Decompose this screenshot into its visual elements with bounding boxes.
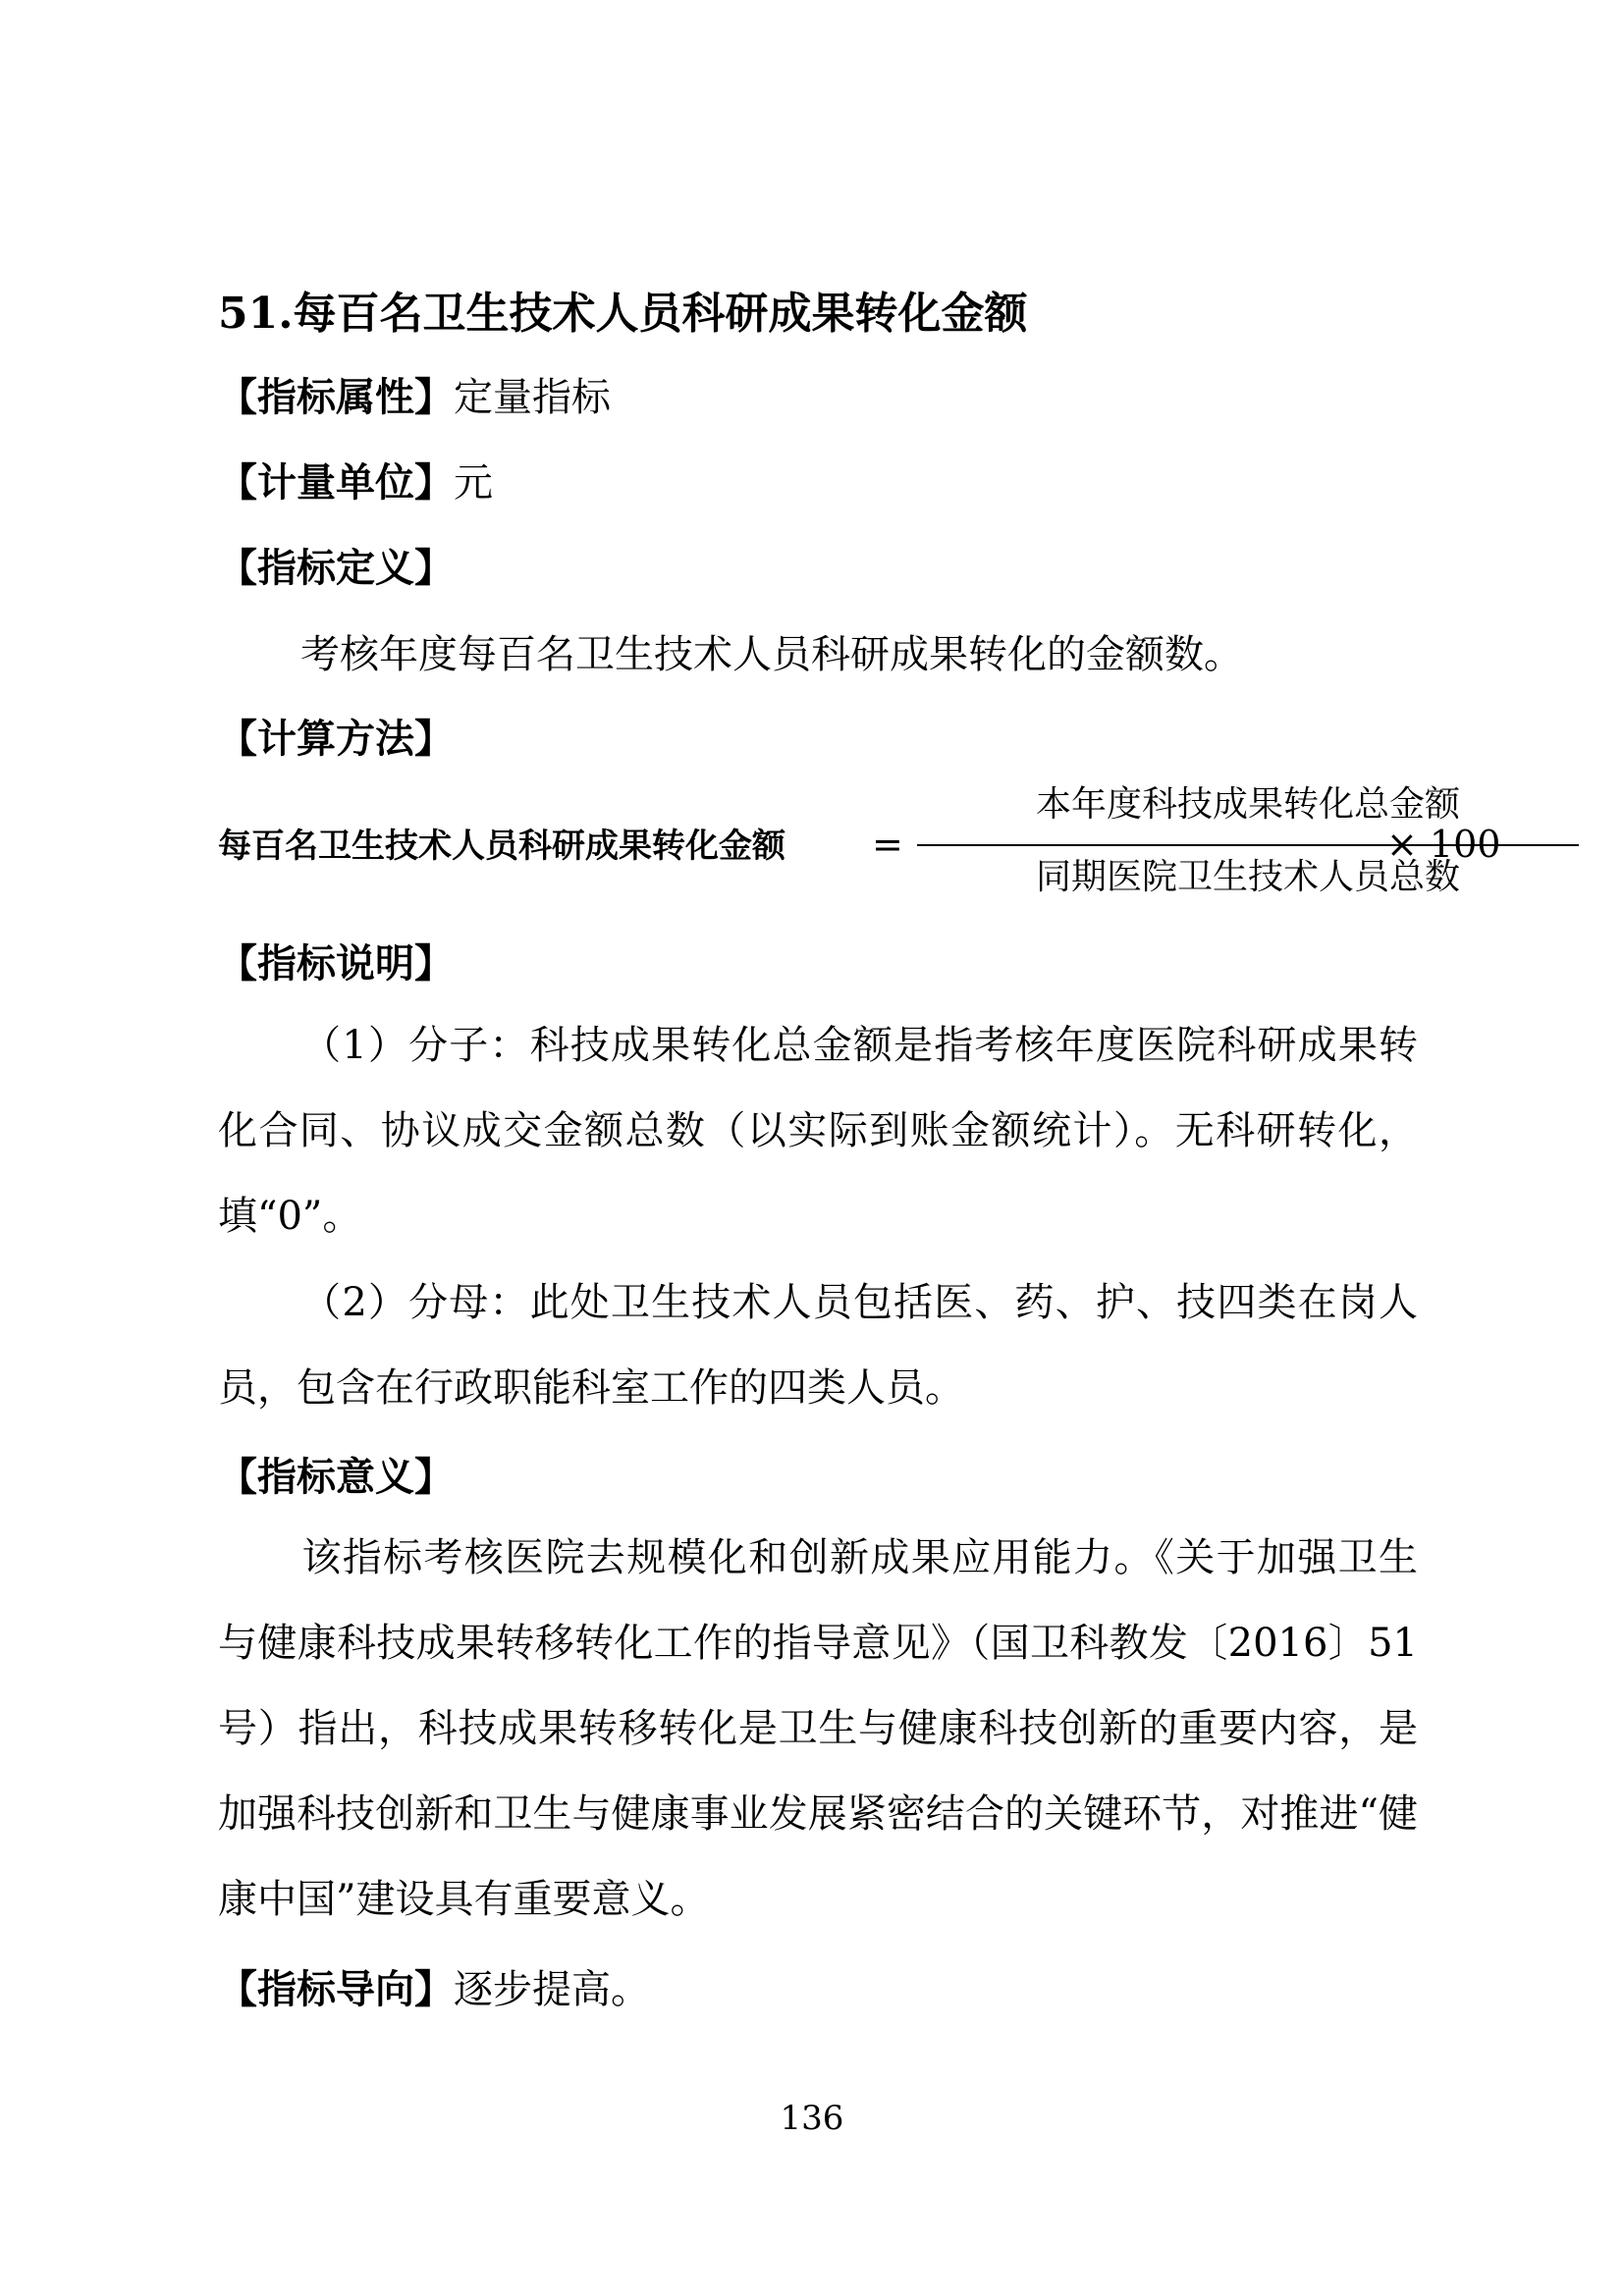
formula-denominator: 同期医院卫生技术人员总数: [1035, 857, 1460, 897]
formula-numerator: 本年度科技成果转化总金额: [1035, 784, 1460, 825]
page-number: 136: [780, 2099, 844, 2138]
unit-value: 元: [454, 460, 493, 506]
indicator-title: 51.每百名卫生技术人员科研成果转化金额: [218, 289, 1028, 339]
method-label: 【计算方法】: [218, 716, 454, 762]
definition-text: 考核年度每百名卫生技术人员科研成果转化的金额数。: [300, 632, 1243, 677]
explanation-paragraph-1: [218, 1003, 1418, 1259]
direction-label: 【指标导向】: [218, 1966, 454, 2012]
significance-paragraph: [218, 1516, 1418, 1943]
explanation-p1-text: （1）分子：科技成果转化总金额是指考核年度医院科研成果转化合同、协议成交金额总数（以实际到账金额统计）。无科研转化，填“0”。: [218, 1023, 1418, 1239]
calculation-formula: [218, 783, 1501, 911]
definition-label: 【指标定义】: [218, 545, 454, 591]
attribute-value: 定量指标: [454, 375, 611, 420]
formula-multiplier: × 100: [1386, 823, 1501, 866]
explanation-paragraph-2: [218, 1260, 1418, 1431]
significance-label: 【指标意义】: [218, 1454, 454, 1500]
attribute-label: 【指标属性】: [218, 374, 454, 420]
direction-value: 逐步提高。: [454, 1967, 650, 2012]
attribute-row: [218, 374, 611, 421]
explanation-label: 【指标说明】: [218, 940, 454, 987]
direction-row: [218, 1966, 650, 2013]
formula-equals: =: [872, 823, 903, 866]
unit-row: [218, 459, 493, 507]
significance-text: 该指标考核医院去规模化和创新成果应用能力。《关于加强卫生与健康科技成果转移转化工作的指导意见》（国卫科教发〔2016〕51号）指出，科技成果转移转化是卫生与健康科技创新的重要内容，是加强科技创新和卫生与健康事业发展紧密结合的关键环节，对推进“健康中国”建设具有重要意义。: [218, 1535, 1418, 1922]
formula-lhs: 每百名卫生技术人员科研成果转化金额: [218, 827, 785, 866]
unit-label: 【计量单位】: [218, 459, 454, 506]
explanation-p2-text: （2）分母：此处卫生技术人员包括医、药、护、技四类在岗人员，包含在行政职能科室工作的四类人员。: [218, 1280, 1418, 1411]
